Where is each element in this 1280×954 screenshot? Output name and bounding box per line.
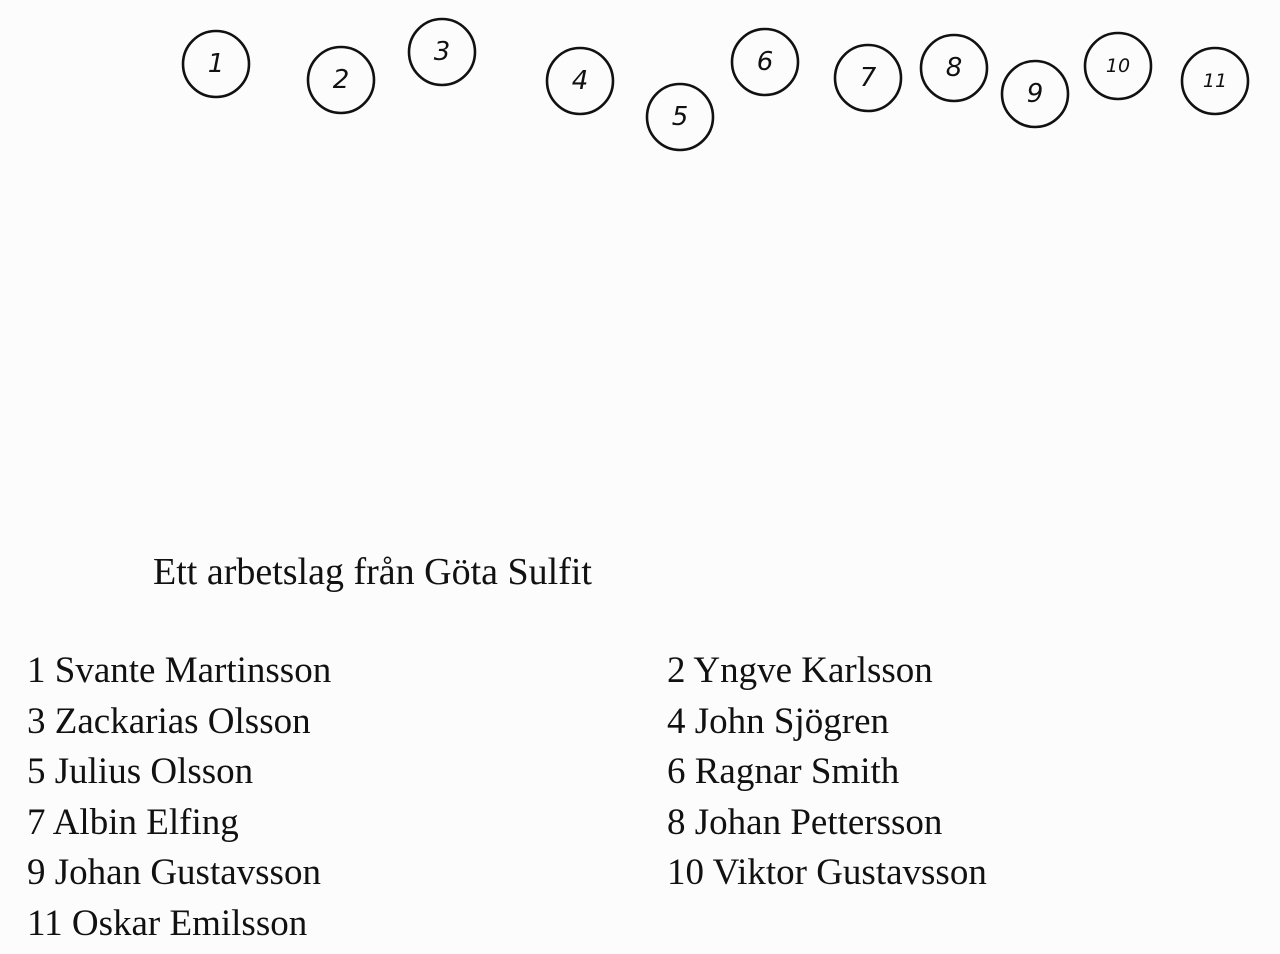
list-item: 2 Yngve Karlsson	[667, 650, 933, 691]
marker-10	[1085, 33, 1151, 99]
marker-11-label: 11	[1202, 70, 1228, 92]
marker-6-label: 6	[756, 47, 774, 77]
list-item: 7 Albin Elfing	[27, 801, 239, 843]
marker-6	[732, 29, 798, 95]
list-item: 10 Viktor Gustavsson	[667, 852, 987, 893]
marker-9	[1002, 61, 1068, 127]
marker-4	[547, 48, 613, 114]
marker-1	[183, 31, 249, 97]
marker-4-label: 4	[571, 66, 589, 96]
caption-title: Ett arbetslag från Göta Sulfit	[153, 551, 592, 593]
marker-8	[921, 35, 987, 101]
marker-7-label: 7	[859, 63, 877, 93]
marker-3	[409, 19, 475, 85]
list-item: 11 Oskar Emilsson	[27, 902, 308, 944]
marker-10-label: 10	[1105, 55, 1131, 77]
marker-11	[1182, 48, 1248, 114]
marker-1-label: 1	[207, 49, 225, 79]
list-item: 4 John Sjögren	[667, 700, 889, 742]
list-item: 6 Ragnar Smith	[667, 751, 900, 792]
list-item: 9 Johan Gustavsson	[27, 852, 321, 893]
marker-2	[308, 47, 374, 113]
marker-7	[835, 45, 901, 111]
list-item: 1 Svante Martinsson	[27, 650, 332, 691]
list-item: 3 Zackarias Olsson	[27, 700, 311, 742]
marker-5-label: 5	[671, 102, 689, 132]
list-item: 5 Julius Olsson	[27, 751, 254, 792]
handwritten-number-markers	[0, 0, 1280, 200]
marker-8-label: 8	[945, 53, 963, 83]
list-item: 8 Johan Pettersson	[667, 801, 943, 843]
marker-5	[647, 84, 713, 150]
marker-3-label: 3	[433, 37, 451, 67]
name-list	[27, 646, 1127, 949]
marker-9-label: 9	[1026, 79, 1044, 109]
marker-2-label: 2	[332, 65, 350, 95]
